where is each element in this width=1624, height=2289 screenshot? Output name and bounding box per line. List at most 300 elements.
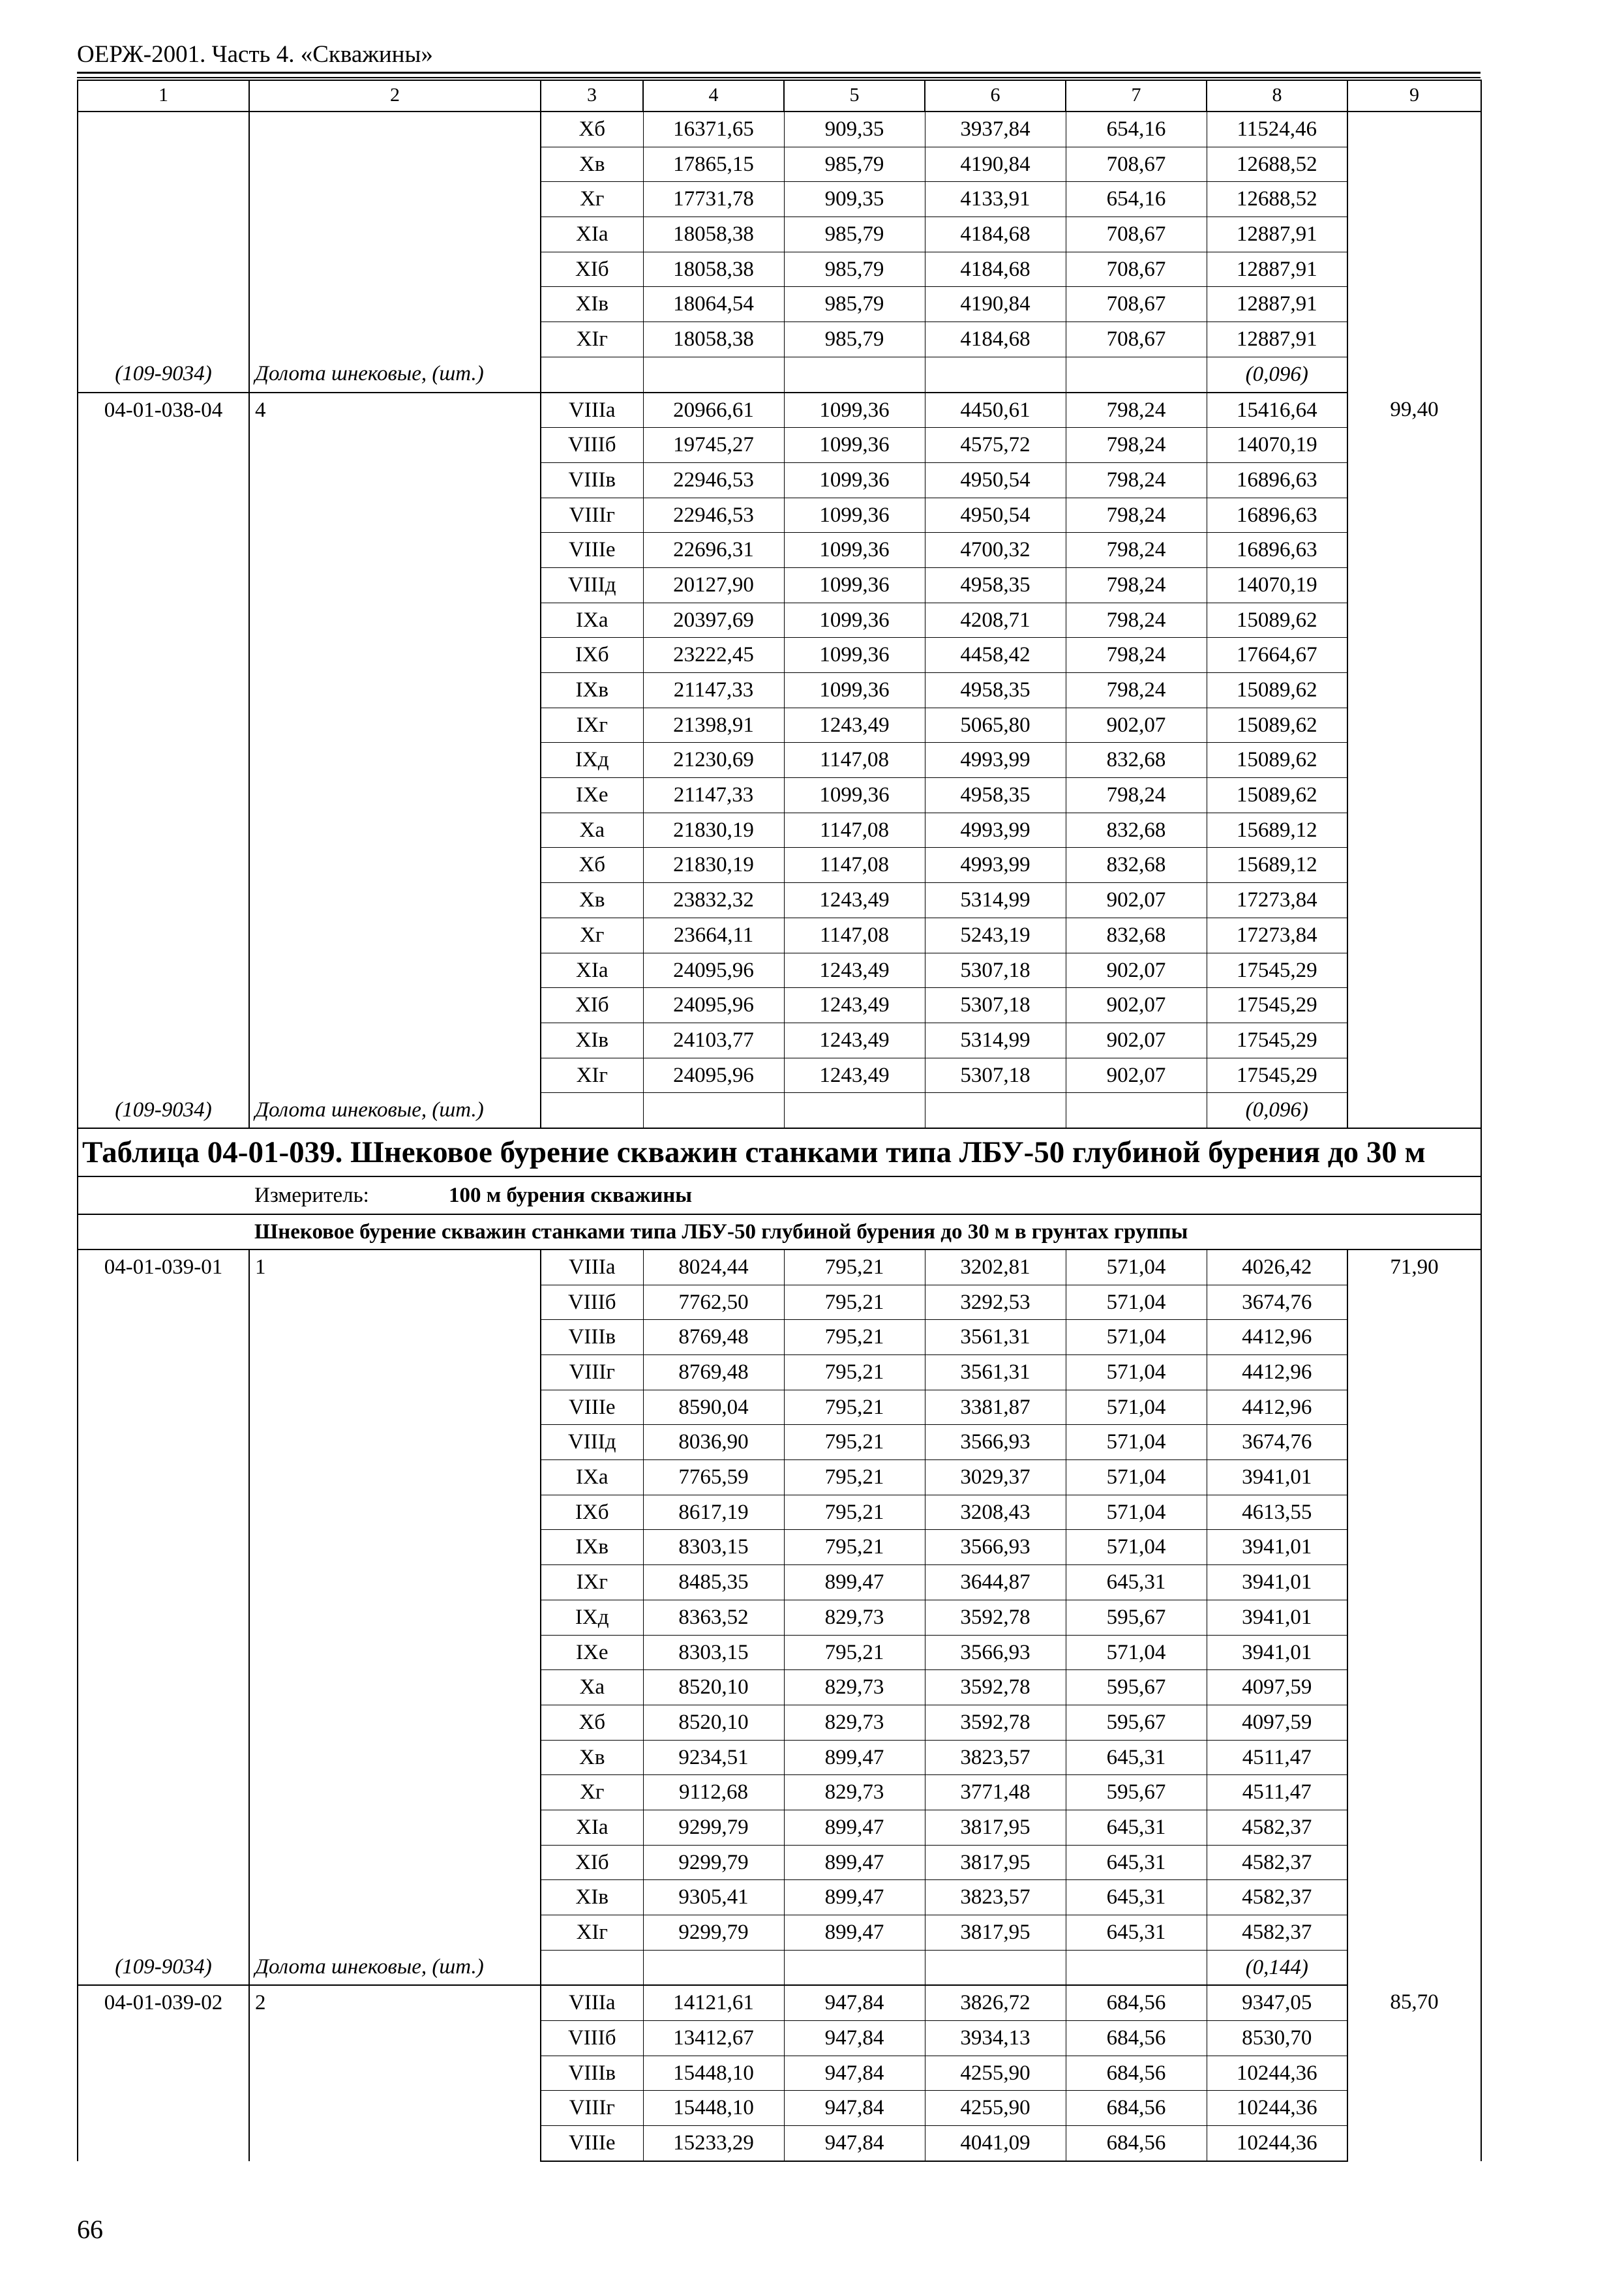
rate-code-cell [78,393,249,1093]
machine-cost-cell: 4190,84 [925,147,1066,182]
materials-cost-cell: 3941,01 [1207,1635,1347,1670]
materials-cost-cell: 16896,63 [1207,498,1347,533]
cost-direct-cell: 21830,19 [643,813,784,848]
soil-group-cell: VIIIв [541,1320,643,1355]
labor-cost-cell: 829,73 [784,1705,925,1740]
cost-direct-cell: 24095,96 [643,953,784,988]
machine-cost-cell: 5314,99 [925,883,1066,918]
machine-cost-cell: 3771,48 [925,1775,1066,1810]
labor-hours-cell: 85,70 [1347,1985,1481,2161]
materials-cost-cell: 12688,52 [1207,147,1347,182]
cost-direct-cell: 7762,50 [643,1285,784,1320]
machine-cost-cell: 3817,95 [925,1845,1066,1880]
materials-cost-cell: 10244,36 [1207,2091,1347,2126]
cost-direct-cell: 23664,11 [643,918,784,953]
rate-code-cell: 04-01-039-02 [78,1985,249,2161]
materials-cost-cell: 17545,29 [1207,1058,1347,1093]
soil-group-cell: IXд [541,1600,643,1635]
labor-cost-cell: 795,21 [784,1249,925,1285]
item-number-cell: 2 [249,1985,541,2161]
cost-direct-cell: 15448,10 [643,2056,784,2091]
operator-wage-cell: 645,31 [1066,1880,1207,1915]
resource-name: Долота шнековые, (шт.) [249,1950,541,1985]
soil-group-cell: VIIIг [541,2091,643,2126]
soil-group-cell: VIIIб [541,428,643,463]
operator-wage-cell: 902,07 [1066,708,1207,743]
operator-wage-cell: 798,24 [1066,462,1207,498]
materials-cost-cell: 15689,12 [1207,848,1347,883]
materials-cost-cell: 3674,76 [1207,1425,1347,1460]
operator-wage-cell: 571,04 [1066,1249,1207,1285]
labor-cost-cell: 947,84 [784,2056,925,2091]
operator-wage-cell: 798,24 [1066,428,1207,463]
operator-wage-cell: 595,67 [1066,1600,1207,1635]
cost-direct-cell: 8590,04 [643,1390,784,1425]
soil-group-cell: XIв [541,287,643,322]
labor-cost-cell: 985,79 [784,217,925,252]
cost-direct-cell: 8024,44 [643,1249,784,1285]
materials-cost-cell: 15689,12 [1207,813,1347,848]
machine-cost-cell: 4255,90 [925,2091,1066,2126]
subtitle-cell [78,1214,1481,1249]
machine-cost-cell: 4993,99 [925,848,1066,883]
labor-cost-cell: 985,79 [784,252,925,287]
machine-cost-cell: 4184,68 [925,252,1066,287]
soil-group-cell: XIб [541,252,643,287]
materials-cost-cell: 4582,37 [1207,1845,1347,1880]
empty-cell [784,1950,925,1985]
machine-cost-cell: 3817,95 [925,1915,1066,1951]
soil-group-cell: IXв [541,673,643,708]
soil-group-cell: VIIIе [541,533,643,568]
materials-cost-cell: 4582,37 [1207,1880,1347,1915]
cost-direct-cell: 16371,65 [643,112,784,147]
measure-row [78,1176,1481,1214]
soil-group-cell: Xб [541,112,643,147]
labor-cost-cell: 795,21 [784,1530,925,1565]
table-row [78,112,1481,147]
machine-cost-cell: 3592,78 [925,1600,1066,1635]
cost-direct-cell: 24095,96 [643,1058,784,1093]
materials-cost-cell: 16896,63 [1207,533,1347,568]
resource-name: Долота шнековые, (шт.) [249,357,541,392]
soil-group-cell: Xб [541,1705,643,1740]
soil-group-cell: XIг [541,1915,643,1951]
cost-direct-cell: 8363,52 [643,1600,784,1635]
table-title: Таблица 04-01-039. Шнековое бурение скважин станками типа ЛБУ-50 глубиной бурения до 30 м [78,1128,1481,1176]
col-header: 3 [541,80,643,112]
machine-cost-cell: 4208,71 [925,603,1066,638]
resource-code: (109-9034) [78,1950,249,1985]
soil-group-cell: XIг [541,322,643,357]
table-039-heading [78,1128,1481,1249]
materials-cost-cell: 4582,37 [1207,1810,1347,1845]
machine-cost-cell: 4184,68 [925,217,1066,252]
operator-wage-cell: 645,31 [1066,1740,1207,1775]
cost-direct-cell: 24095,96 [643,988,784,1023]
operator-wage-cell: 902,07 [1066,988,1207,1023]
labor-cost-cell: 985,79 [784,147,925,182]
machine-cost-cell: 3817,95 [925,1810,1066,1845]
soil-group-cell: IXб [541,638,643,673]
soil-group-cell: VIIIв [541,2056,643,2091]
cost-direct-cell: 9299,79 [643,1915,784,1951]
cost-direct-cell: 9299,79 [643,1810,784,1845]
col-header: 1 [78,80,249,112]
machine-cost-cell: 3934,13 [925,2021,1066,2056]
materials-cost-cell: 10244,36 [1207,2126,1347,2161]
labor-cost-cell: 1147,08 [784,813,925,848]
materials-cost-cell: 12688,52 [1207,182,1347,217]
soil-group-cell: Xб [541,848,643,883]
empty-cell [643,1093,784,1128]
labor-cost-cell: 1099,36 [784,498,925,533]
operator-wage-cell: 571,04 [1066,1285,1207,1320]
soil-group-cell: IXб [541,1495,643,1530]
item-number-cell [249,112,541,357]
labor-cost-cell: 1099,36 [784,673,925,708]
materials-cost-cell: 4097,59 [1207,1670,1347,1705]
header-rule-thin [77,77,1481,78]
operator-wage-cell: 571,04 [1066,1355,1207,1390]
cost-direct-cell: 20397,69 [643,603,784,638]
soil-group-cell: IXг [541,708,643,743]
empty-cell [784,357,925,392]
soil-group-cell: XIб [541,988,643,1023]
materials-cost-cell: 12887,91 [1207,322,1347,357]
soil-group-cell: XIв [541,1023,643,1058]
cost-direct-cell: 8485,35 [643,1565,784,1600]
soil-group-cell: Xа [541,1670,643,1705]
labor-cost-cell: 1099,36 [784,533,925,568]
machine-cost-cell: 3202,81 [925,1249,1066,1285]
machine-cost-cell: 3566,93 [925,1635,1066,1670]
materials-cost-cell: 9347,05 [1207,1985,1347,2020]
operator-wage-cell: 798,24 [1066,498,1207,533]
machine-cost-cell: 3823,57 [925,1880,1066,1915]
labor-cost-cell: 899,47 [784,1810,925,1845]
labor-cost-cell: 795,21 [784,1425,925,1460]
labor-hours-cell: 71,90 [1347,1249,1481,1985]
operator-wage-cell: 708,67 [1066,252,1207,287]
soil-group-cell: VIIIд [541,1425,643,1460]
cost-direct-cell: 21147,33 [643,778,784,813]
rates-table [77,80,1482,2162]
materials-cost-cell: 17545,29 [1207,988,1347,1023]
soil-group-cell: XIг [541,1058,643,1093]
cost-direct-cell: 9299,79 [643,1845,784,1880]
materials-cost-cell: 10244,36 [1207,2056,1347,2091]
materials-cost-cell: 15089,62 [1207,743,1347,778]
materials-cost-cell: 11524,46 [1207,112,1347,147]
operator-wage-cell: 832,68 [1066,918,1207,953]
rate-code-cell [78,1249,249,1950]
soil-group-cell: IXа [541,603,643,638]
empty-cell [1066,1950,1207,1985]
labor-cost-cell: 795,21 [784,1355,925,1390]
cost-direct-cell: 7765,59 [643,1460,784,1495]
materials-cost-cell: 17273,84 [1207,918,1347,953]
operator-wage-cell: 798,24 [1066,778,1207,813]
resource-code: (109-9034) [78,1093,249,1128]
labor-cost-cell: 899,47 [784,1740,925,1775]
labor-cost-cell: 947,84 [784,1985,925,2020]
materials-cost-cell: 15089,62 [1207,708,1347,743]
empty-cell [925,357,1066,392]
materials-cost-cell: 15416,64 [1207,393,1347,428]
labor-cost-cell: 1099,36 [784,638,925,673]
operator-wage-cell: 684,56 [1066,2126,1207,2161]
soil-group-cell: Xг [541,918,643,953]
labor-cost-cell: 909,35 [784,112,925,147]
labor-cost-cell: 947,84 [784,2126,925,2161]
labor-cost-cell: 1243,49 [784,953,925,988]
soil-group-cell: IXе [541,778,643,813]
materials-cost-cell: 14070,19 [1207,428,1347,463]
materials-cost-cell: 12887,91 [1207,252,1347,287]
operator-wage-cell: 684,56 [1066,2056,1207,2091]
machine-cost-cell: 4450,61 [925,393,1066,428]
materials-cost-cell: 3941,01 [1207,1530,1347,1565]
operator-wage-cell: 645,31 [1066,1845,1207,1880]
operator-wage-cell: 902,07 [1066,953,1207,988]
materials-cost-cell: 17273,84 [1207,883,1347,918]
resource-qty: (0,144) [1207,1950,1347,1985]
operator-wage-cell: 902,07 [1066,1058,1207,1093]
cost-direct-cell: 15233,29 [643,2126,784,2161]
operator-wage-cell: 571,04 [1066,1495,1207,1530]
soil-group-cell: XIа [541,953,643,988]
cost-direct-cell: 24103,77 [643,1023,784,1058]
operator-wage-cell: 654,16 [1066,182,1207,217]
empty-cell [541,1950,643,1985]
rate-code: 04-01-039-01 [104,1255,223,1279]
labor-cost-cell: 909,35 [784,182,925,217]
operator-wage-cell: 571,04 [1066,1425,1207,1460]
cost-direct-cell: 21398,91 [643,708,784,743]
labor-cost-cell: 1099,36 [784,428,925,463]
table-body-top [78,80,1481,1128]
soil-group-cell: VIIIд [541,567,643,603]
cost-direct-cell: 22946,53 [643,462,784,498]
operator-wage-cell: 708,67 [1066,217,1207,252]
cost-direct-cell: 8303,15 [643,1635,784,1670]
operator-wage-cell: 798,24 [1066,393,1207,428]
materials-cost-cell: 4412,96 [1207,1320,1347,1355]
soil-group-cell: Xг [541,182,643,217]
resource-name: Долота шнековые, (шт.) [249,1093,541,1128]
machine-cost-cell: 3029,37 [925,1460,1066,1495]
operator-wage-cell: 798,24 [1066,533,1207,568]
cost-direct-cell: 8520,10 [643,1670,784,1705]
machine-cost-cell: 3292,53 [925,1285,1066,1320]
cost-direct-cell: 22696,31 [643,533,784,568]
labor-cost-cell: 795,21 [784,1390,925,1425]
soil-group-cell: IXв [541,1530,643,1565]
labor-cost-cell: 795,21 [784,1460,925,1495]
table-row [78,393,1481,428]
machine-cost-cell: 4184,68 [925,322,1066,357]
resource-qty: (0,096) [1207,357,1347,392]
operator-wage-cell: 798,24 [1066,567,1207,603]
table-body-bottom [78,1249,1481,2161]
operator-wage-cell: 595,67 [1066,1775,1207,1810]
cost-direct-cell: 21147,33 [643,673,784,708]
operator-wage-cell: 595,67 [1066,1670,1207,1705]
machine-cost-cell: 5065,80 [925,708,1066,743]
cost-direct-cell: 8769,48 [643,1355,784,1390]
machine-cost-cell: 4993,99 [925,813,1066,848]
operator-wage-cell: 571,04 [1066,1390,1207,1425]
col-header: 7 [1066,80,1207,112]
soil-group-cell: VIIIб [541,2021,643,2056]
operator-wage-cell: 684,56 [1066,2091,1207,2126]
labor-cost-cell: 899,47 [784,1845,925,1880]
soil-group-cell: Xв [541,1740,643,1775]
item-number-cell: 4 [249,393,541,1093]
machine-cost-cell: 5243,19 [925,918,1066,953]
page-number: 66 [77,2215,103,2244]
cost-direct-cell: 18064,54 [643,287,784,322]
materials-cost-cell: 3674,76 [1207,1285,1347,1320]
cost-direct-cell: 13412,67 [643,2021,784,2056]
operator-wage-cell: 571,04 [1066,1530,1207,1565]
labor-cost-cell: 899,47 [784,1915,925,1951]
measure-label: Измеритель: [254,1183,369,1207]
cost-direct-cell: 19745,27 [643,428,784,463]
labor-cost-cell: 1243,49 [784,988,925,1023]
soil-group-cell: VIIIе [541,2126,643,2161]
table-subtitle: Шнековое бурение скважин станками типа ЛБУ-50 глубиной бурения до 30 м в грунтах группы [254,1219,1188,1244]
materials-cost-cell: 14070,19 [1207,567,1347,603]
cost-direct-cell: 21830,19 [643,848,784,883]
operator-wage-cell: 902,07 [1066,1023,1207,1058]
cost-direct-cell: 22946,53 [643,498,784,533]
labor-cost-cell: 1147,08 [784,918,925,953]
soil-group-cell: VIIIе [541,1390,643,1425]
soil-group-cell: XIа [541,1810,643,1845]
column-number-row [78,80,1481,112]
cost-direct-cell: 18058,38 [643,217,784,252]
labor-cost-cell: 985,79 [784,322,925,357]
cost-direct-cell: 8769,48 [643,1320,784,1355]
cost-direct-cell: 8617,19 [643,1495,784,1530]
materials-cost-cell: 4511,47 [1207,1775,1347,1810]
materials-cost-cell: 15089,62 [1207,603,1347,638]
resource-qty: (0,096) [1207,1093,1347,1128]
machine-cost-cell: 3208,43 [925,1495,1066,1530]
machine-cost-cell: 4575,72 [925,428,1066,463]
col-header: 4 [643,80,784,112]
machine-cost-cell: 4950,54 [925,462,1066,498]
soil-group-cell: Xв [541,883,643,918]
operator-wage-cell: 708,67 [1066,287,1207,322]
soil-group-cell: VIIIг [541,498,643,533]
empty-cell [541,1093,643,1128]
cost-direct-cell: 23832,32 [643,883,784,918]
subtitle-row [78,1214,1481,1249]
labor-cost-cell: 1243,49 [784,708,925,743]
machine-cost-cell: 3566,93 [925,1425,1066,1460]
operator-wage-cell: 654,16 [1066,112,1207,147]
materials-cost-cell: 4026,42 [1207,1249,1347,1285]
soil-group-cell: VIIIа [541,1249,643,1285]
machine-cost-cell: 3937,84 [925,112,1066,147]
empty-cell [1066,1093,1207,1128]
soil-group-cell: IXг [541,1565,643,1600]
cost-direct-cell: 9112,68 [643,1775,784,1810]
materials-cost-cell: 4511,47 [1207,1740,1347,1775]
materials-cost-cell: 8530,70 [1207,2021,1347,2056]
operator-wage-cell: 798,24 [1066,673,1207,708]
cost-direct-cell: 18058,38 [643,322,784,357]
machine-cost-cell: 4958,35 [925,778,1066,813]
labor-cost-cell: 947,84 [784,2091,925,2126]
cost-direct-cell: 17731,78 [643,182,784,217]
labor-cost-cell: 1099,36 [784,778,925,813]
machine-cost-cell: 4993,99 [925,743,1066,778]
soil-group-cell: VIIIа [541,1985,643,2020]
machine-cost-cell: 4190,84 [925,287,1066,322]
labor-cost-cell: 1243,49 [784,883,925,918]
machine-cost-cell: 5307,18 [925,988,1066,1023]
empty-cell [541,357,643,392]
operator-wage-cell: 684,56 [1066,2021,1207,2056]
cost-direct-cell: 20966,61 [643,393,784,428]
operator-wage-cell: 684,56 [1066,1985,1207,2020]
labor-cost-cell: 795,21 [784,1285,925,1320]
operator-wage-cell: 832,68 [1066,743,1207,778]
cost-direct-cell: 8036,90 [643,1425,784,1460]
materials-cost-cell: 15089,62 [1207,778,1347,813]
materials-cost-cell: 4097,59 [1207,1705,1347,1740]
machine-cost-cell: 3592,78 [925,1705,1066,1740]
cost-direct-cell: 18058,38 [643,252,784,287]
machine-cost-cell: 3566,93 [925,1530,1066,1565]
soil-group-cell: IXе [541,1635,643,1670]
cost-direct-cell: 23222,45 [643,638,784,673]
soil-group-cell: XIа [541,217,643,252]
materials-cost-cell: 4412,96 [1207,1355,1347,1390]
machine-cost-cell: 4958,35 [925,567,1066,603]
operator-wage-cell: 571,04 [1066,1320,1207,1355]
operator-wage-cell: 645,31 [1066,1915,1207,1951]
measure-value: 100 м бурения скважины [449,1183,693,1207]
labor-hours-cell: 99,40 [1347,393,1481,1128]
soil-group-cell: VIIIб [541,1285,643,1320]
col-header: 6 [925,80,1066,112]
machine-cost-cell: 5314,99 [925,1023,1066,1058]
operator-wage-cell: 798,24 [1066,603,1207,638]
item-number-cell: 1 [249,1249,541,1950]
labor-cost-cell: 1243,49 [784,1058,925,1093]
materials-cost-cell: 3941,01 [1207,1600,1347,1635]
labor-cost-cell: 829,73 [784,1600,925,1635]
soil-group-cell: Xа [541,813,643,848]
labor-cost-cell: 1099,36 [784,603,925,638]
machine-cost-cell: 5307,18 [925,953,1066,988]
rate-code-cell [78,112,249,357]
operator-wage-cell: 708,67 [1066,322,1207,357]
operator-wage-cell: 708,67 [1066,147,1207,182]
col-header: 2 [249,80,541,112]
soil-group-cell: VIIIа [541,393,643,428]
operator-wage-cell: 832,68 [1066,848,1207,883]
col-header: 8 [1207,80,1347,112]
materials-cost-cell: 3941,01 [1207,1565,1347,1600]
labor-cost-cell: 899,47 [784,1880,925,1915]
table-title-row [78,1128,1481,1176]
